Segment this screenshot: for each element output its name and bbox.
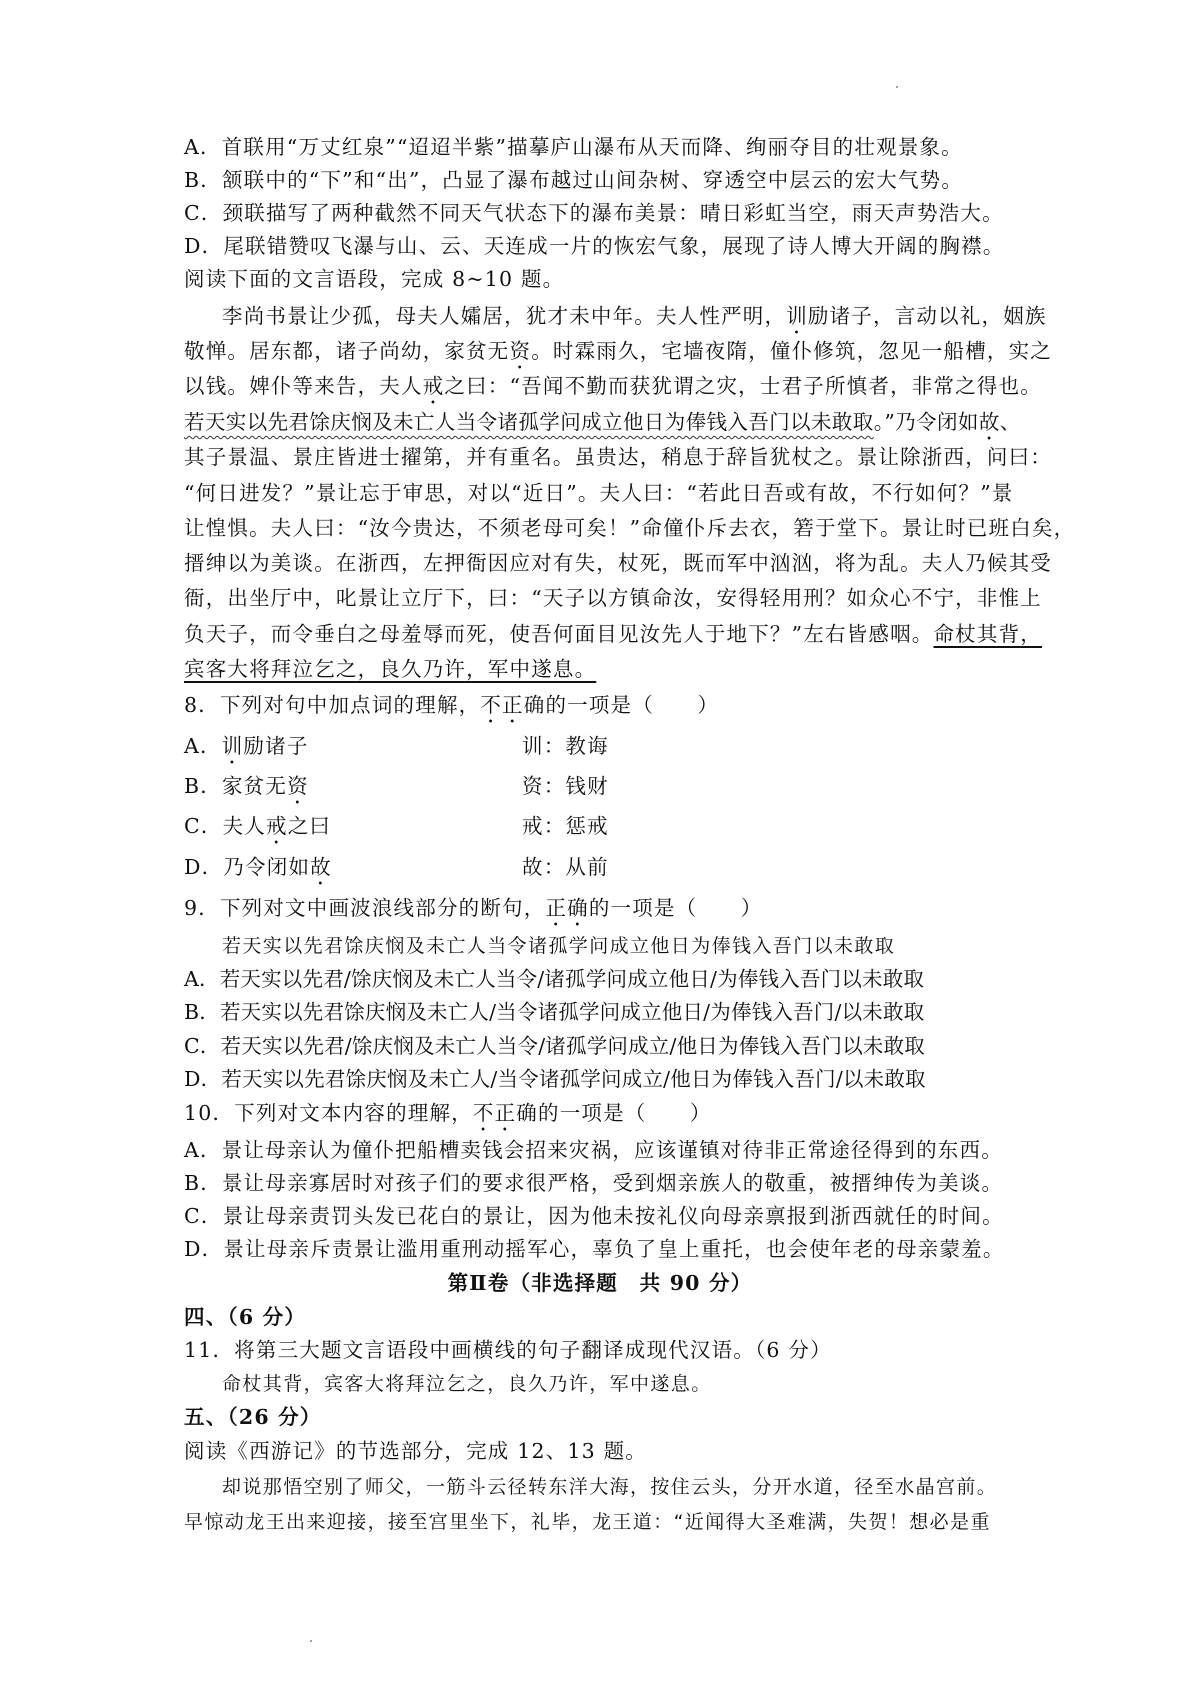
underlined-sentence: 宾客大将拜泣乞之，良久乃许，军中遂息。 bbox=[184, 657, 597, 681]
q10-option-c: C．景让母亲责罚头发已花白的景让，因为他未按礼仪向母亲禀报到浙西就任的时间。 bbox=[184, 1204, 1004, 1228]
dotted-word: 故 bbox=[978, 410, 1000, 434]
part-4-heading: 四、（6 分） bbox=[184, 1305, 307, 1329]
scan-speck bbox=[310, 1640, 312, 1642]
part-5-heading: 五、（26 分） bbox=[184, 1405, 322, 1429]
xiyouji-line: 却说那悟空别了师父，一筋斗云径转东洋大海，按住云头，分开水道，径至水晶宫前。 bbox=[222, 1476, 998, 1498]
section-2-title: 第Ⅱ卷（非选择题 共 90 分） bbox=[447, 1271, 753, 1295]
q10-option-a: A．景让母亲认为僮仆把船槽卖钱会招来灾祸，应该谨镇对待非正常途径得到的东西。 bbox=[184, 1138, 1003, 1162]
q9-option-d: D．若天实以先君馀庆悯及未亡人/当令诸孤学问成立/他日为俸钱入吾门/以未敢取 bbox=[184, 1067, 926, 1091]
instruction-8-10: 阅读下面的文言语段，完成 8~10 题。 bbox=[184, 267, 565, 291]
wavy-underlined-sentence: 若天实以先君馀庆悯及未亡人当令诸孤学问成立他日为俸钱入吾门以未敢取 bbox=[184, 410, 874, 434]
passage-line: “何日进发？”景让忘于审思，对以“近日”。夫人曰：“若此日吾或有故，不行如何？”景 bbox=[184, 481, 1014, 505]
underlined-sentence: 命杖其背， bbox=[933, 622, 1042, 646]
passage-line: 敬惮。居东都，诸子尚幼，家贫无资。时霖雨久，宅墙夜隋，僮仆修筑，忽见一船槽，实之 bbox=[184, 339, 1053, 363]
q8-stem: 8．下列对句中加点词的理解，不正确的一项是（ ） bbox=[184, 693, 720, 717]
q10-stem: 10．下列对文本内容的理解，不正确的一项是（ ） bbox=[184, 1101, 712, 1125]
passage-line: 以钱。婢仆等来告，夫人戒之曰：“吾闻不勤而获犹谓之灾，士君子所慎者，非常之得也。 bbox=[184, 374, 1042, 398]
q8-option-a: A．训励诸子 训：教诲 bbox=[184, 734, 609, 758]
part-5-instruction: 阅读《西游记》的节选部分，完成 12、13 题。 bbox=[184, 1439, 648, 1463]
q11-stem: 11．将第三大题文言语段中画横线的句子翻译成现代汉语。（6 分） bbox=[184, 1338, 832, 1362]
q10-option-d: D．景让母亲斥责景让滥用重刑动摇军心，辜负了皇上重托，也会使年老的母亲蒙羞。 bbox=[184, 1237, 1005, 1261]
q9-stem: 9．下列对文中画波浪线部分的断句，正确的一项是（ ） bbox=[184, 896, 763, 920]
dotted-word: 资 bbox=[509, 339, 532, 363]
scan-speck bbox=[896, 86, 898, 88]
passage-line: 其子景温、景庄皆进士擢第，并有重名。虽贵达，稍息于辞旨犹杖之。景让除浙西，问曰： bbox=[184, 445, 1052, 469]
q9-option-a: A．若天实以先君/馀庆悯及未亡人当令/诸孤学问成立他日/为俸钱入吾门以未敢取 bbox=[184, 967, 925, 991]
q10-option-b: B．景让母亲寡居时对孩子们的要求很严格，受到烟亲族人的敬重，被搢绅传为美谈。 bbox=[184, 1171, 1004, 1195]
q7-option-c: C．颈联描写了两种截然不同天气状态下的瀑布美景：晴日彩虹当空，雨天声势浩大。 bbox=[184, 201, 1004, 225]
passage-line bbox=[184, 656, 596, 682]
q11-sentence: 命杖其背，宾客大将拜泣乞之，良久乃许，军中遂息。 bbox=[222, 1373, 712, 1395]
dotted-word: 训 bbox=[786, 304, 808, 328]
q9-option-c: C．若天实以先君/馀庆悯及未亡人当令/诸孤学问成立/他日为俸钱入吾门以未敢取 bbox=[184, 1034, 926, 1058]
q8-option-c: C．夫人戒之曰 戒：惩戒 bbox=[184, 814, 609, 838]
passage-line: 负天子，而令垂白之母羞辱而死，使吾何面目见汝先人于地下？”左右皆感咽。命杖其背， bbox=[184, 622, 1042, 646]
q7-option-d: D．尾联错赞叹飞瀑与山、云、天连成一片的恢宏气象，展现了诗人博大开阔的胸襟。 bbox=[184, 234, 1005, 258]
passage-line: 李尚书景让少孤，母夫人孀居，犹才未中年。夫人性严明，训励诸子，言动以礼，姻族 bbox=[222, 304, 1047, 328]
dotted-word: 戒 bbox=[422, 374, 445, 398]
q7-option-b: B．颔联中的“下”和“出”，凸显了瀑布越过山间杂树、穿透空中层云的宏大气势。 bbox=[184, 168, 964, 192]
q8-option-d: D．乃令闭如故 故：从前 bbox=[184, 855, 609, 879]
q9-sentence: 若天实以先君馀庆悯及未亡人当令诸孤学问成立他日为俸钱入吾门以未敢取 bbox=[222, 935, 896, 957]
xiyouji-line: 早惊动龙王出来迎接，接至宫里坐下，礼毕，龙王道：“近闻得大圣难满，失贺！想必是重 bbox=[184, 1511, 991, 1533]
passage-line: 衙，出坐厅中，叱景让立厅下，曰：“天子以方镇命汝，安得轻用刑？如众心不宁，非惟上 bbox=[184, 586, 1042, 610]
passage-line: 让惶惧。夫人曰：“汝今贵达，不须老母可矣！”命僮仆斥去衣，箬于堂下。景让时已班白矣， bbox=[184, 516, 1076, 540]
q9-option-b: B．若天实以先君馀庆悯及未亡人/当令诸孤学问成立他日/为俸钱入吾门/以未敢取 bbox=[184, 1000, 925, 1024]
q7-option-a: A．首联用“万丈红泉”“迢迢半紫”描摹庐山瀑布从天而降、绚丽夺目的壮观景象。 bbox=[184, 135, 963, 159]
q8-option-b: B．家贫无资 资：钱财 bbox=[184, 774, 609, 798]
passage-line: 搢绅以为美谈。在浙西，左押衙因应对有失，杖死，既而军中汹汹，将为乱。夫人乃候其受 bbox=[184, 551, 1052, 575]
passage-line: 若天实以先君馀庆悯及未亡人当令诸孤学问成立他日为俸钱入吾门以未敢取。”乃令闭如故、 bbox=[184, 410, 1021, 434]
